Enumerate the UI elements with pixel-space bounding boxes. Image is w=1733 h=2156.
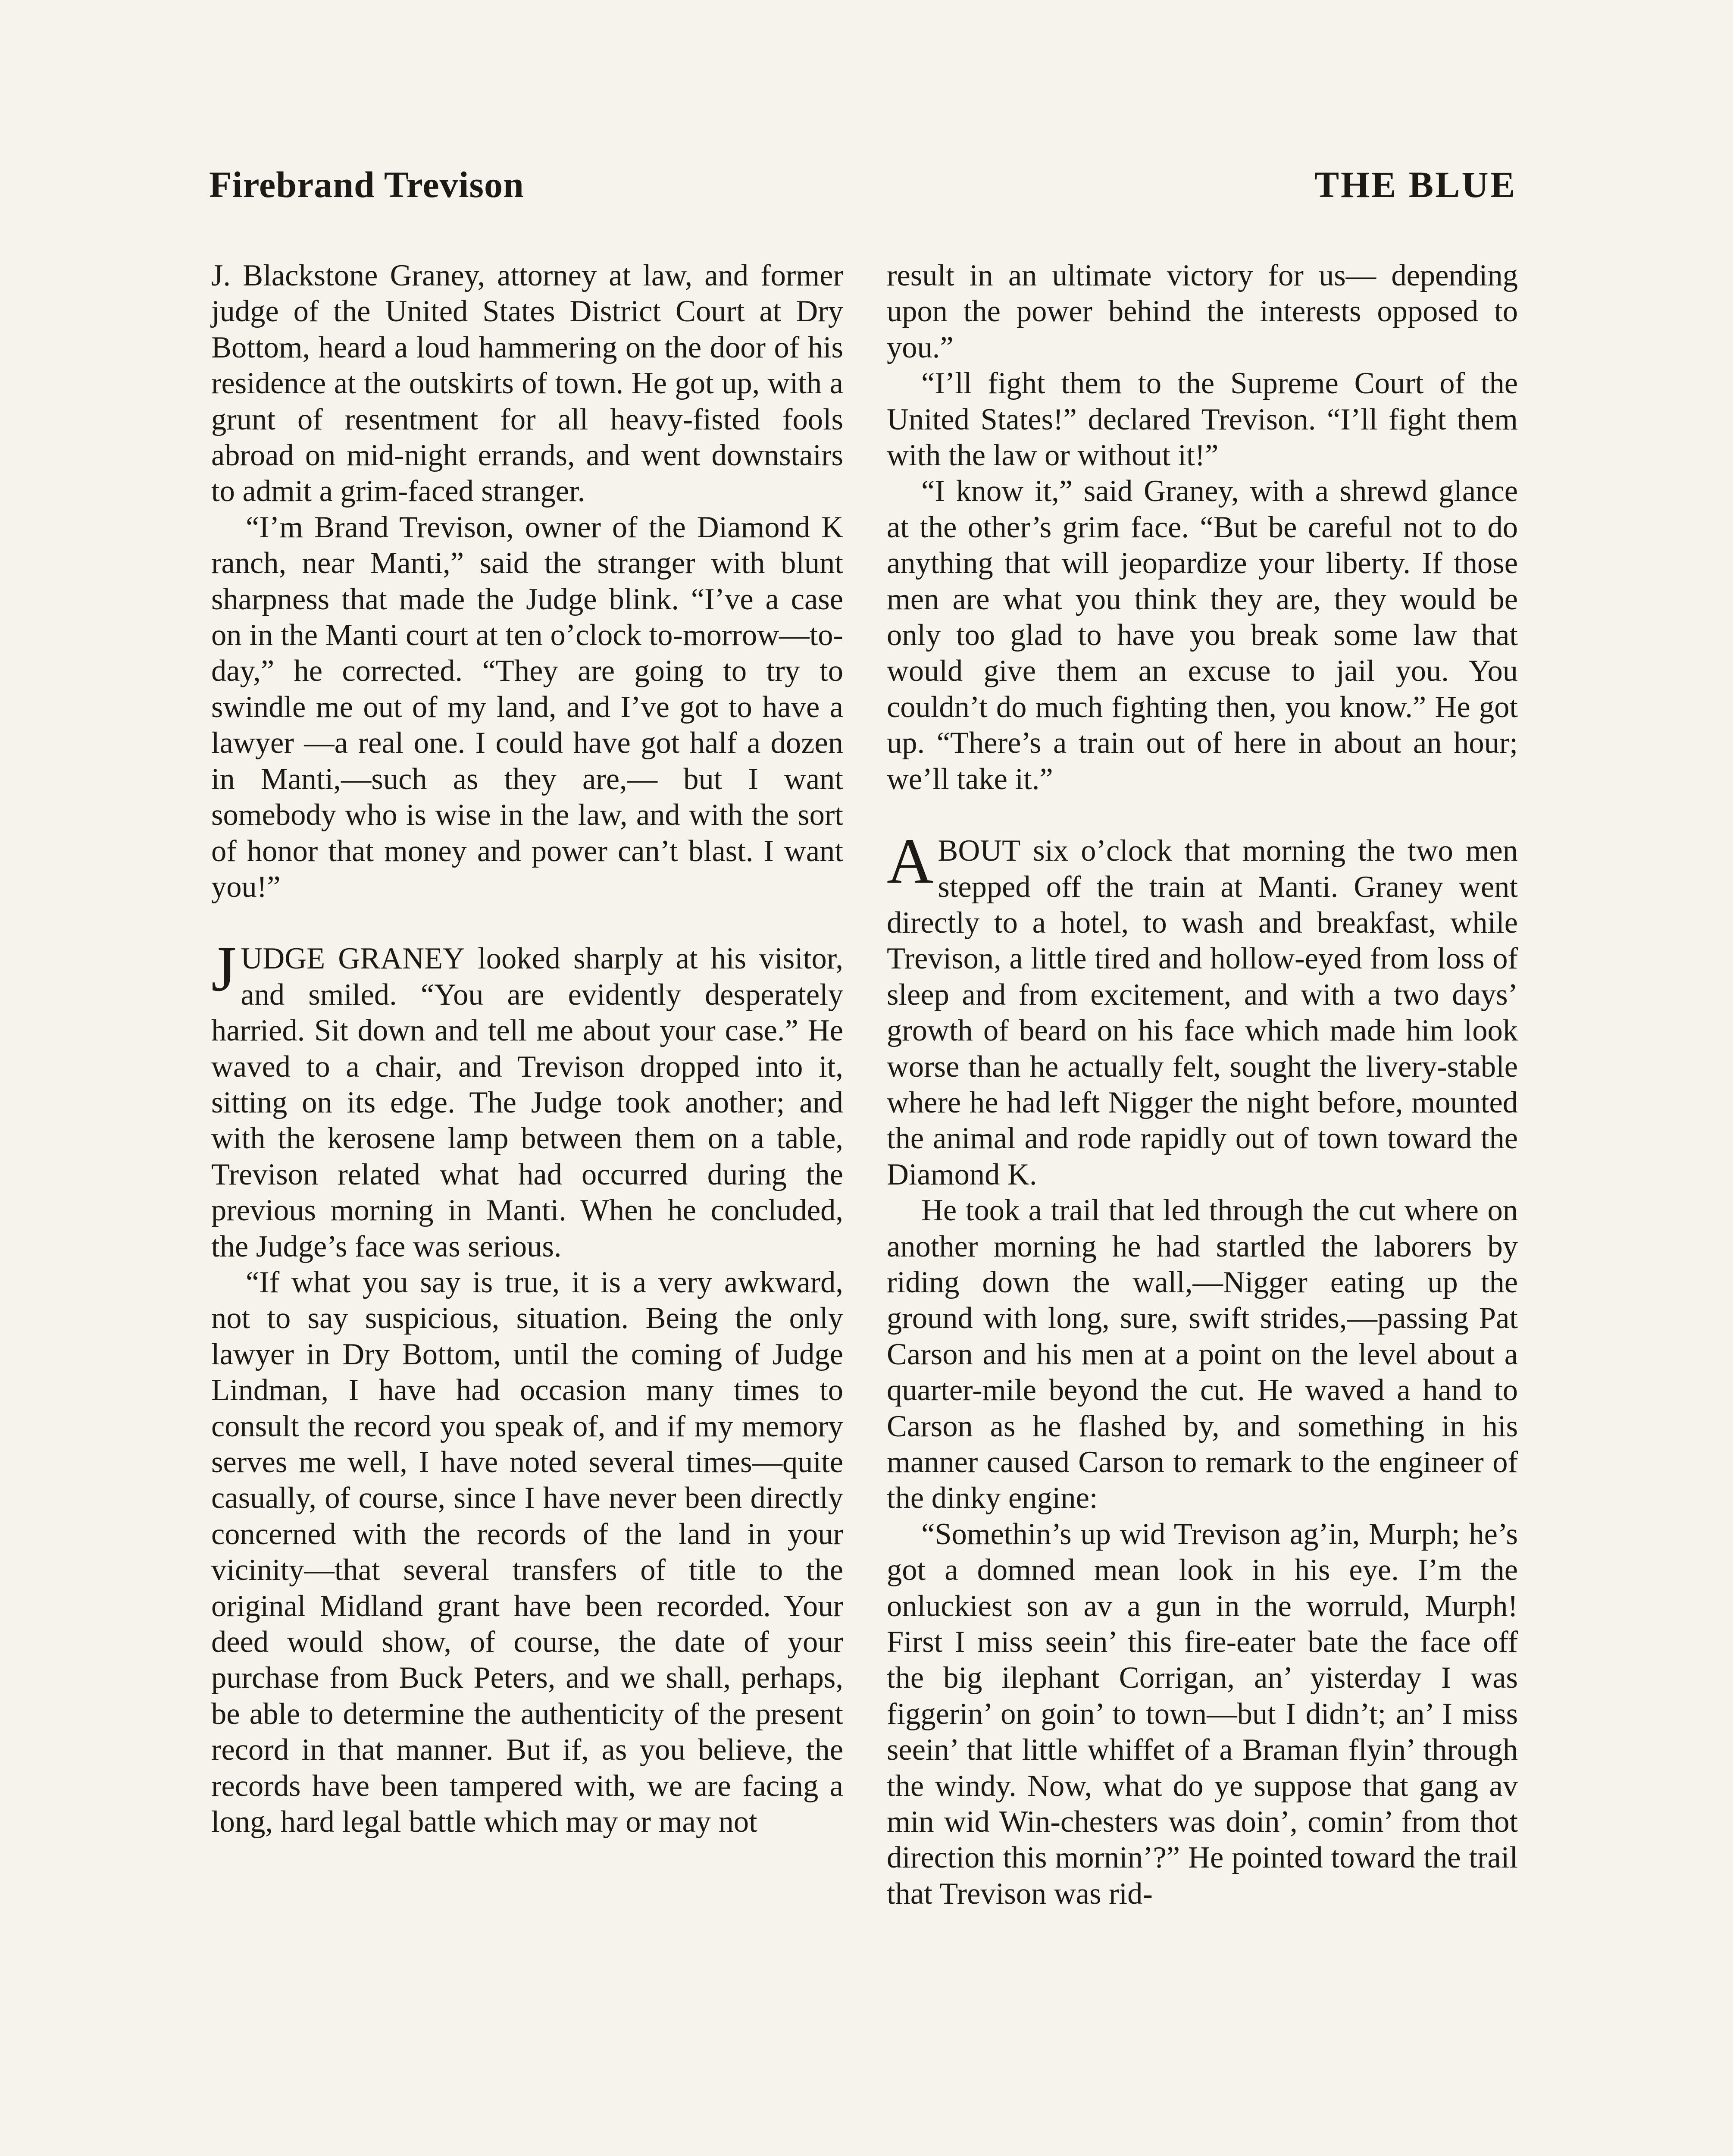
lead-in: BOUT (938, 834, 1021, 868)
paragraph-6: “I’ll fight them to the Supreme Court of the United States!” declared Trevison. “I’ll fight them with the law or without it!” (887, 367, 1518, 473)
paragraph-3-dropcap (211, 933, 844, 1265)
paragraph-1: J. Blackstone Graney, attorney at law, and former judge of the United States District Court at Dry Bottom, heard a loud hammering on the door of his residence at the outskirts of town. He got up, with a grunt of resentment for all heavy-fisted fools abroad on mid-night errands, and went downstairs to admit a grim-faced stranger. (211, 259, 843, 508)
paragraph-3: his visitor, and smiled. “You are evidently desperately harried. Sit down and tell me about your case.” He waved to a chair, and Trevison dropped into it, sitting on its edge. The Judge took another; and with the kerosene lamp between them on a table, Trevison related what had occurred during the previous morning in Manti. When he concluded, the Judge’s face was serious. (211, 942, 844, 1263)
right-column (887, 258, 1518, 1912)
section-break (211, 905, 843, 941)
drop-cap-a: A (887, 825, 934, 897)
paragraph-2: “I’m Brand Trevison, owner of the Diamond K ranch, near Manti,” said the stranger with blunt sharpness that made the Judge blink. “I’ve a case on in the Manti court at ten o’clock to-morrow—to-day,” he corrected. “They are going to try to swindle me out of my land, and I’ve got to have a lawyer —a real one. I could have got half a dozen in Manti,—such as they are,— but I want somebody who is wise in the law, and with the sort of honor that money and power can’t blast. I want you!” (211, 510, 843, 904)
lead-in-rest: six o’clock that morning the (1020, 834, 1395, 868)
paragraph-9: He took a trail that led through the cut where on another morning he had startled the laborers by riding down the wall,—Nigger eating up the ground with long, sure, swift strides,—passing Pat Carson and his men at a point on the level about a quarter-mile beyond the cut. He waved a hand to Carson as he flashed by, and something in his manner caused Carson to remark to the engineer of the dinky engine: (887, 1194, 1518, 1515)
paragraph-8: two men stepped off the train at Manti. Graney went directly to a hotel, to wash and breakfast, while Trevison, a little tired and hollow-eyed from loss of sleep and from excitement, and with a two days’ growth of beard on his face which made him look worse than he actually felt, sought the livery-stable where he had left Nigger the night before, mounted the animal and rode rapidly out of town toward the Diamond K. (887, 834, 1518, 1191)
drop-cap-j: J (211, 933, 237, 1005)
paragraph-8-dropcap (887, 825, 1518, 1193)
magazine-title: THE BLUE (1314, 164, 1517, 205)
left-column (211, 258, 843, 1840)
paragraph-10: “Somethin’s up wid Trevison ag’in, Murph; he’s got a domned mean look in his eye. I’m the onluckiest son av a gun in the worruld, Murph! First I miss seein’ this fire-eater bate the face off the big ilephant Corrigan, an’ yisterday I was figgerin’ on goin’ to town—but I didn’t; an’ I miss seein’ that little whiffet of a Braman flyin’ through the windy. Now, what do ye suppose that gang av min wid Win-chesters was doin’, comin’ from thot direction this mornin’?” He pointed toward the trail that Trevison was rid- (887, 1517, 1518, 1911)
paragraph-5: result in an ultimate victory for us— depending upon the power behind the interests opposed to you.” (887, 259, 1518, 364)
story-title: Firebrand Trevison (209, 164, 524, 205)
paragraph-7: “I know it,” said Graney, with a shrewd glance at the other’s grim face. “But be careful not to do anything that will jeopardize your liberty. If those men are what you think they are, they would be only too glad to have you break some law that would give them an excuse to jail you. You couldn’t do much fighting then, you know.” He got up. “There’s a train out of here in about an hour; we’ll take it.” (887, 474, 1518, 796)
paragraph-4: “If what you say is true, it is a very awkward, not to say suspicious, situation. Being the only lawyer in Dry Bottom, until the coming of Judge Lindman, I have had occasion many times to consult the record you speak of, and if my memory serves me well, I have noted several times—quite casually, of course, since I have never been directly concerned with the records of the land in your vicinity—that several transfers of title to the original Midland grant have been recorded. Your deed would show, of course, the date of your purchase from Buck Peters, and we shall, perhaps, be able to determine the authenticity of the present record in that manner. But if, as you believe, the records have been tampered with, we are facing a long, hard legal battle which may or may not (211, 1265, 843, 1839)
section-break (887, 797, 1518, 833)
lead-in-rest: looked sharply at (465, 942, 698, 976)
lead-in: UDGE GRANEY (241, 942, 465, 976)
